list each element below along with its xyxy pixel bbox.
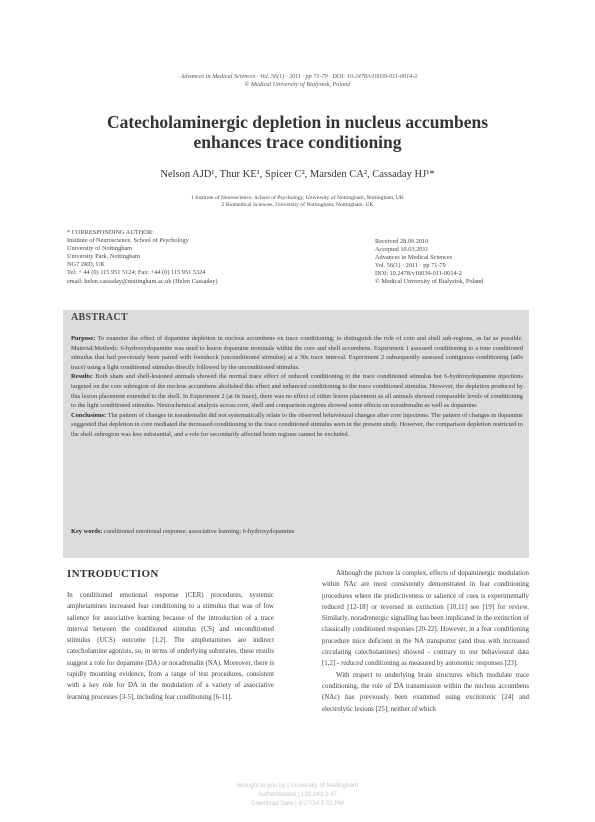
journal-citation: · Advances in Medical Sciences · Vol. 56(1) · 2011 · pp 71-79 · DOI: 10.2478/v10039-011-0014-2 xyxy=(177,73,418,80)
para2-text-a: Although the picture is complex, effects of dopaminergic modulation within NAc are most consistently demonstrated in fear conditioning procedures where the predictiveness or salience of cues is experimentally reduced [12-18] or reversed in extinction [10,11] see [19] for review. Similarly, noradrenergic signalling has been implicated in the extinction of classically conditioned responses [20-22]. However, in a fear conditioning procedure mice deficient in the NA transporter (and thus with increased circulating catecholamines) showed - contrary to our behavioural data [1,2] - xyxy=(322,570,529,668)
watermark-line-2: Authenticated | 128.243.2.47 xyxy=(257,791,337,798)
publisher: © Medical University of Bialystok, Poland xyxy=(375,278,484,286)
right-column xyxy=(322,568,529,715)
corresponding-university: University of Nottingham xyxy=(67,245,133,253)
journal-name: Advances in Medical Sciences xyxy=(375,254,453,262)
watermark-line-3: Download Date | 8/27/14 5:01 PM xyxy=(251,800,344,807)
corresponding-label: * CORRESPONDING AUTHOR: xyxy=(67,229,154,236)
conclusions-text: The pattern of changes in noradrenalin did not systematically relate to the observed behavioural changes after core injections. The pattern of changes in dopamine suggested that depletion in core mediated the increased conditioning to the trace conditioned stimulus seen in the present study. However, the comparison depletion restricted to the shell subregion was less substantial, and a role for secondarily affected brain regions cannot be excluded. xyxy=(71,411,523,438)
purpose-text: To examine the effect of dopamine depletion in nucleus accumbens on trace conditioning; to distinguish the role of core and shell sub-regions, as far as possible. Material/Methods: 6-hydroxydopamine was used to lesion dopamine terminals within the core and shell accumbens. Experiment 1 assessed conditioning to a tone conditioned stimulus that had previously been paired with footshock (unconditioned stimulus) at a 30s trace interval. Experiment 2 subsequently assessed contiguous conditioning (at0s trace) using a light conditioned stimulus directly followed by the unconditioned stimulus. xyxy=(71,335,523,371)
journal-copyright: © Medical University of Bialystok, Poland xyxy=(244,81,351,88)
purpose-label: Purpose: xyxy=(71,335,96,342)
author-list: Nelson AJD¹, Thur KE¹, Spicer C², Marsden CA², Cassaday HJ¹* xyxy=(160,169,435,180)
intro-paragraph-3: With respect to underlying brain structures which modulate trace conditioning, the role of DA transmission within the nucleus accumbens (NAc) has previously been examined using excitotoxic [24] and electrolytic lesions [25]; neither of which xyxy=(322,671,529,713)
keywords-label: Key words: xyxy=(71,528,103,535)
corresponding-institute: Institute of Neuroscience, School of Psychology xyxy=(67,237,189,245)
doi: DOI: 10.2478/v10039-011-0014-2 xyxy=(375,270,462,278)
affiliations xyxy=(60,195,535,210)
introduction-heading: INTRODUCTION xyxy=(67,568,159,580)
abstract-heading: ABSTRACT xyxy=(71,312,128,323)
title-line-2: enhances trace conditioning xyxy=(193,132,402,152)
journal-header xyxy=(0,73,595,89)
corresponding-author xyxy=(67,229,327,286)
title-line-1: Catecholaminergic depletion in nucleus accumbens xyxy=(106,112,489,132)
accepted-date: Accepted 10.03.2011 xyxy=(375,246,429,254)
results-label: Results: xyxy=(71,373,94,381)
abstract-results xyxy=(71,372,523,410)
affiliation-1: 1 Institute of Neuroscience, School of Psychology, University of Nottingham, Nottingham, UK xyxy=(191,195,404,201)
left-column xyxy=(67,590,274,703)
abstract-conclusions xyxy=(71,411,523,440)
results-text: Both sham and shell-lesioned animals showed the normal trace effect of reduced conditioning to the trace conditioned stimulus but 6-hydroxydopamine injections targeted on the core subregion of the nucleus accumbens abolished this effect and enhanced conditioning to the trace conditioned stimulus. However, the depletion produced by this lesion placement extended to the shell. In Experiment 2 (at 0s trace), there was no effect of either lesion placement as all animals showed comparable levels of conditioning to the light conditioned stimulus. Neurochemical analysis across core, shell and comparison regions showed some effects on noradrenalin as well as dopamine. xyxy=(71,373,523,410)
affiliation-2: 2 Biomedical Sciences, University of Nottingham, Nottingham, UK xyxy=(221,202,374,209)
corresponding-postcode: NG7 2RD, UK xyxy=(67,261,105,269)
watermark-line-1: Brought to you by | University of Nottingham xyxy=(237,782,358,789)
para2-text-b: conditioning as measured by autonomic responses [23]. xyxy=(362,660,518,668)
para2-italic: reduced xyxy=(340,660,363,668)
download-watermark xyxy=(190,781,405,808)
corresponding-email: email: helen.cassaday@nottingham.ac.uk (Helen Cassaday) xyxy=(67,277,218,285)
abstract-purpose xyxy=(71,334,523,372)
received-date: Received 28.09.2010 xyxy=(375,238,429,245)
keywords-text: conditioned emotional response; associative learning; 6-hydroxydopamine xyxy=(102,528,295,535)
volume-info: Vol. 56(1) · 2011 · pp 71-79 xyxy=(375,262,446,270)
intro-paragraph-1: In conditioned emotional response (CER) procedures, systemic amphetamines increased fear conditioning to a stimulus that was of low salience for associative learning because of the introduction of a trace interval between the conditioned stimulus (CS) and unconditioned stimulus (UCS) outcome [1,2]. The amphetamines are indirect catecholamine agonists, so, in terms of underlying substrates, these results suggest a role for dopamine (DA) or noradrenalin (NA). Moreover, there is rapidly mounting evidence, from a range of test procedures, consistent with a key role for DA in the modulation of a variety of associative learning processes [3-5], including fear conditioning [6-11]. xyxy=(67,592,274,701)
corresponding-phone: Tel: + 44 (0) 115 951 5124; Fax: +44 (0) 115 951 5324 xyxy=(67,269,206,277)
keywords xyxy=(71,527,523,536)
intro-paragraph-2 xyxy=(322,568,529,670)
corresponding-park: University Park, Nottingham xyxy=(67,253,140,261)
article-dates xyxy=(375,238,545,287)
article-title xyxy=(60,112,535,152)
conclusions-label: Conclusions: xyxy=(71,411,107,419)
abstract-body xyxy=(71,334,523,440)
